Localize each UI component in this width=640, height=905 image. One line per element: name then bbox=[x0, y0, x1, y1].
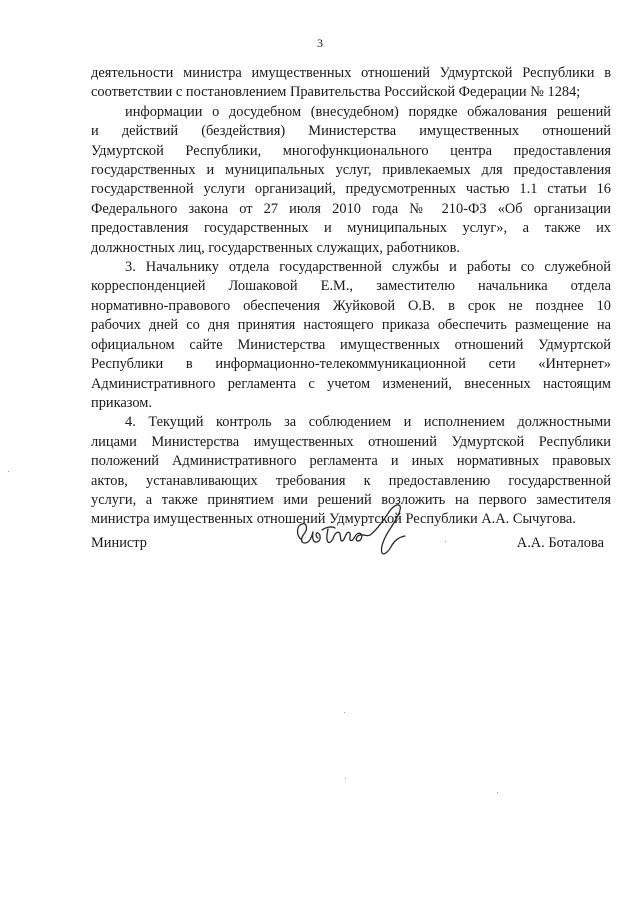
text-line: Федерального закона от 27 июля 2010 года № 210-ФЗ «Об организации bbox=[91, 200, 611, 217]
text-line: соответствии с постановлением Правительства Российской Федерации № 1284; bbox=[91, 84, 581, 101]
page-number: 3 bbox=[317, 36, 323, 50]
text-line: положений Административного регламента и иных нормативных правовых bbox=[91, 453, 611, 470]
text-line: предоставления государственных и муниципальных услуг», а также их bbox=[91, 220, 611, 237]
scan-speck bbox=[345, 778, 346, 779]
text-line: Административного регламента с учетом изменений, внесенных настоящим bbox=[91, 375, 611, 392]
text-line: государственных и муниципальных услуг, привлекаемых для предоставления bbox=[91, 162, 611, 179]
signer-title: Министр bbox=[91, 535, 147, 551]
paragraph bbox=[91, 258, 611, 413]
paragraph bbox=[91, 64, 611, 103]
signature-block bbox=[91, 534, 611, 558]
text-line: официальном сайте Министерства имущественных отношений Удмуртской bbox=[91, 336, 611, 353]
paragraph bbox=[91, 103, 611, 258]
signer-name: А.А. Боталова bbox=[516, 535, 604, 551]
text-line: корреспонденцией Лошаковой Е.М., заместителю начальника отдела bbox=[91, 278, 611, 295]
text-line: приказом. bbox=[91, 394, 152, 411]
scan-speck bbox=[344, 712, 345, 713]
text-line: Республики в информационно-телекоммуникационной сети «Интернет» bbox=[91, 356, 611, 373]
text-line: лицами Министерства имущественных отношений Удмуртской Республики bbox=[91, 433, 611, 450]
text-line: и действий (бездействия) Министерства имущественных отношений bbox=[91, 123, 611, 140]
text-line: информации о досудебном (внесудебном) порядке обжалования решений bbox=[125, 103, 611, 120]
text-line: 4. Текущий контроль за соблюдением и исполнением должностными bbox=[125, 414, 611, 431]
text-line: деятельности министра имущественных отношений Удмуртской Республики в bbox=[91, 65, 611, 81]
scan-speck bbox=[445, 541, 446, 542]
text-line: Удмуртской Республики, многофункционального центра предоставления bbox=[91, 142, 611, 159]
text-line: актов, устанавливающих требования к предоставлению государственной bbox=[91, 472, 611, 489]
text-line: услуги, а также принятием ими решений возложить на первого заместителя bbox=[91, 491, 611, 508]
text-line: должностных лиц, государственных служащих, работников. bbox=[91, 239, 460, 256]
text-line: государственной услуги организаций, предусмотренных частью 1.1 статьи 16 bbox=[91, 181, 611, 198]
text-line: 3. Начальнику отдела государственной службы и работы со служебной bbox=[125, 259, 611, 276]
scan-speck bbox=[8, 471, 9, 472]
text-line: рабочих дней со дня принятия настоящего приказа обеспечить размещение на bbox=[91, 317, 611, 334]
text-line: нормативно-правового обеспечения Жуйковой О.В. в срок не позднее 10 bbox=[91, 297, 611, 314]
text-line: министра имущественных отношений Удмуртской Республики А.А. Сычугова. bbox=[91, 511, 576, 528]
document-body bbox=[91, 64, 611, 530]
scan-speck bbox=[497, 792, 498, 793]
